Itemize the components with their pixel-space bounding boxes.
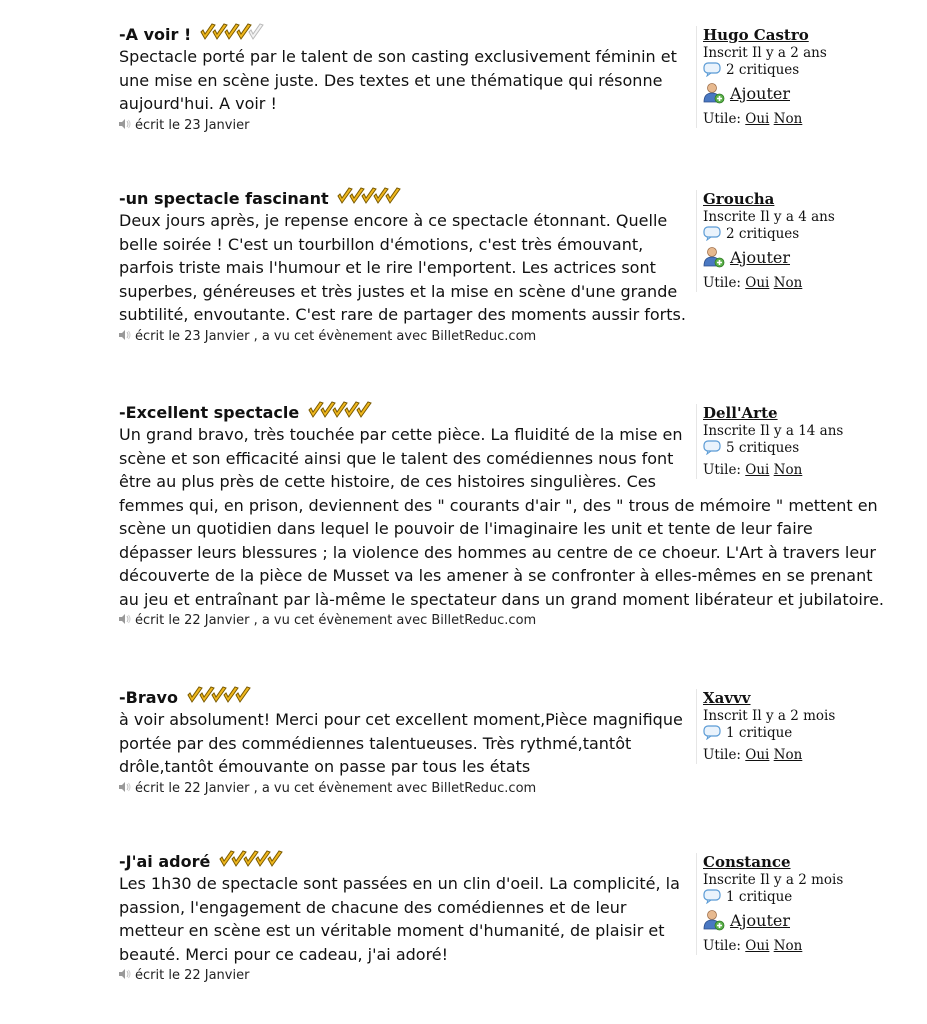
review-meta: écrit le 22 Janvier — [119, 966, 889, 986]
speech-bubble-icon — [703, 226, 721, 246]
review-title-text: -A voir ! — [119, 25, 192, 44]
review-meta: écrit le 23 Janvier — [119, 116, 889, 136]
useful-no-link[interactable]: Non — [773, 462, 803, 478]
author-since: Inscrite Il y a 4 ans — [703, 209, 835, 225]
useful-vote: Utile: Oui Non — [703, 938, 803, 954]
author-panel — [696, 190, 893, 292]
speech-bubble-icon — [703, 440, 721, 460]
author-panel — [696, 404, 893, 479]
review — [119, 23, 889, 136]
review — [119, 187, 889, 347]
add-friend-link[interactable]: Ajouter — [730, 248, 790, 267]
add-user-icon — [703, 246, 725, 273]
rating-stars-icon — [218, 850, 284, 874]
review-body: Deux jours après, je repense encore à ce spectacle étonnant. Quelle belle soirée ! C'est un tourbillon d'émotions, c'est très émouvant, parfois triste mais l'humour et le rire l'emportent. Les actrices sont superbes, généreuses et très justes et la mise en scène d'une grande subtilité, envoutante. C'est rare de partager des moments aussir forts. — [119, 211, 686, 324]
author-link[interactable]: Hugo Castro — [703, 26, 809, 44]
author-critiques[interactable]: 2 critiques — [703, 226, 893, 246]
review — [119, 401, 889, 631]
review-meta: écrit le 22 Janvier , a vu cet évènement avec BilletReduc.com — [119, 611, 889, 631]
review-title-text: -un spectacle fascinant — [119, 189, 329, 208]
useful-no-link[interactable]: Non — [773, 275, 803, 291]
useful-vote: Utile: Oui Non — [703, 747, 803, 763]
author-link[interactable]: Dell'Arte — [703, 404, 778, 422]
author-panel — [696, 689, 893, 764]
review-body: Les 1h30 de spectacle sont passées en un clin d'oeil. La complicité, la passion, l'engagement de chacune des comédiennes et de leur metteur en scène est un véritable moment d'humanité, de plaisir et beauté. Merci pour ce cadeau, j'ai adoré! — [119, 874, 680, 964]
speech-bubble-icon — [703, 725, 721, 745]
useful-no-link[interactable]: Non — [773, 747, 803, 763]
review-title-text: -Bravo — [119, 688, 178, 707]
useful-yes-link[interactable]: Oui — [745, 275, 770, 291]
useful-vote: Utile: Oui Non — [703, 462, 803, 478]
useful-vote: Utile: Oui Non — [703, 275, 803, 291]
author-link[interactable]: Groucha — [703, 190, 775, 208]
speaker-icon — [119, 611, 131, 631]
useful-yes-link[interactable]: Oui — [745, 938, 770, 954]
add-friend-link[interactable]: Ajouter — [730, 84, 790, 103]
author-link[interactable]: Constance — [703, 853, 791, 871]
add-user-icon — [703, 82, 725, 109]
review — [119, 686, 889, 799]
author-critiques[interactable]: 2 critiques — [703, 62, 893, 82]
author-since: Inscrite Il y a 14 ans — [703, 423, 844, 439]
review-title-text: -J'ai adoré — [119, 852, 211, 871]
review-meta: écrit le 22 Janvier , a vu cet évènement avec BilletReduc.com — [119, 779, 889, 799]
author-critiques[interactable]: 5 critiques — [703, 440, 893, 460]
useful-no-link[interactable]: Non — [773, 938, 803, 954]
speech-bubble-icon — [703, 62, 721, 82]
review-meta: écrit le 23 Janvier , a vu cet évènement avec BilletReduc.com — [119, 327, 889, 347]
add-friend-link[interactable]: Ajouter — [730, 911, 790, 930]
author-since: Inscrit Il y a 2 mois — [703, 708, 836, 724]
rating-stars-icon — [307, 401, 373, 425]
author-since: Inscrite Il y a 2 mois — [703, 872, 844, 888]
useful-yes-link[interactable]: Oui — [745, 747, 770, 763]
review-title-text: -Excellent spectacle — [119, 403, 300, 422]
useful-yes-link[interactable]: Oui — [745, 462, 770, 478]
author-panel — [696, 26, 893, 128]
review-body: à voir absolument! Merci pour cet excellent moment,Pièce magnifique portée par des commédiennes talentueuses. Très rythmé,tantôt drôle,tantôt émouvante on passe par tous les états — [119, 710, 683, 776]
useful-yes-link[interactable]: Oui — [745, 111, 770, 127]
review-body: Un grand bravo, très touchée par cette pièce. La fluidité de la mise en scène et son efficacité ainsi que le talent des comédiennes nous font être au plus près de cette histoire, de ces histoires singulières. Ces femmes qui, en prison, deviennent des " courants d'air ", des " trous de mémoire " mettent en scène un quotidien dans lequel le pouvoir de l'imaginaire les unit et tente de leur faire dépasser leurs blessures ; la violence des hommes au centre de ce choeur. L'Art à travers leur découverte de la pièce de Musset va les amener à se confronter à elles-mêmes en se prenant au jeu et entraînant par là-même le spectateur dans un grand moment libérateur et jubilatoire. — [119, 425, 884, 609]
useful-no-link[interactable]: Non — [773, 111, 803, 127]
add-user-icon — [703, 909, 725, 936]
author-link[interactable]: Xavvv — [703, 689, 751, 707]
author-since: Inscrit Il y a 2 ans — [703, 45, 827, 61]
rating-stars-icon — [336, 187, 402, 211]
useful-vote: Utile: Oui Non — [703, 111, 803, 127]
author-panel — [696, 853, 893, 955]
speech-bubble-icon — [703, 889, 721, 909]
speaker-icon — [119, 966, 131, 986]
author-critiques[interactable]: 1 critique — [703, 725, 893, 745]
rating-stars-icon — [186, 686, 252, 710]
rating-stars-icon — [199, 23, 265, 47]
review-body: Spectacle porté par le talent de son casting exclusivement féminin et une mise en scène juste. Des textes et une thématique qui résonne aujourd'hui. A voir ! — [119, 47, 677, 113]
speaker-icon — [119, 327, 131, 347]
author-critiques[interactable]: 1 critique — [703, 889, 893, 909]
speaker-icon — [119, 116, 131, 136]
speaker-icon — [119, 779, 131, 799]
review — [119, 850, 889, 986]
